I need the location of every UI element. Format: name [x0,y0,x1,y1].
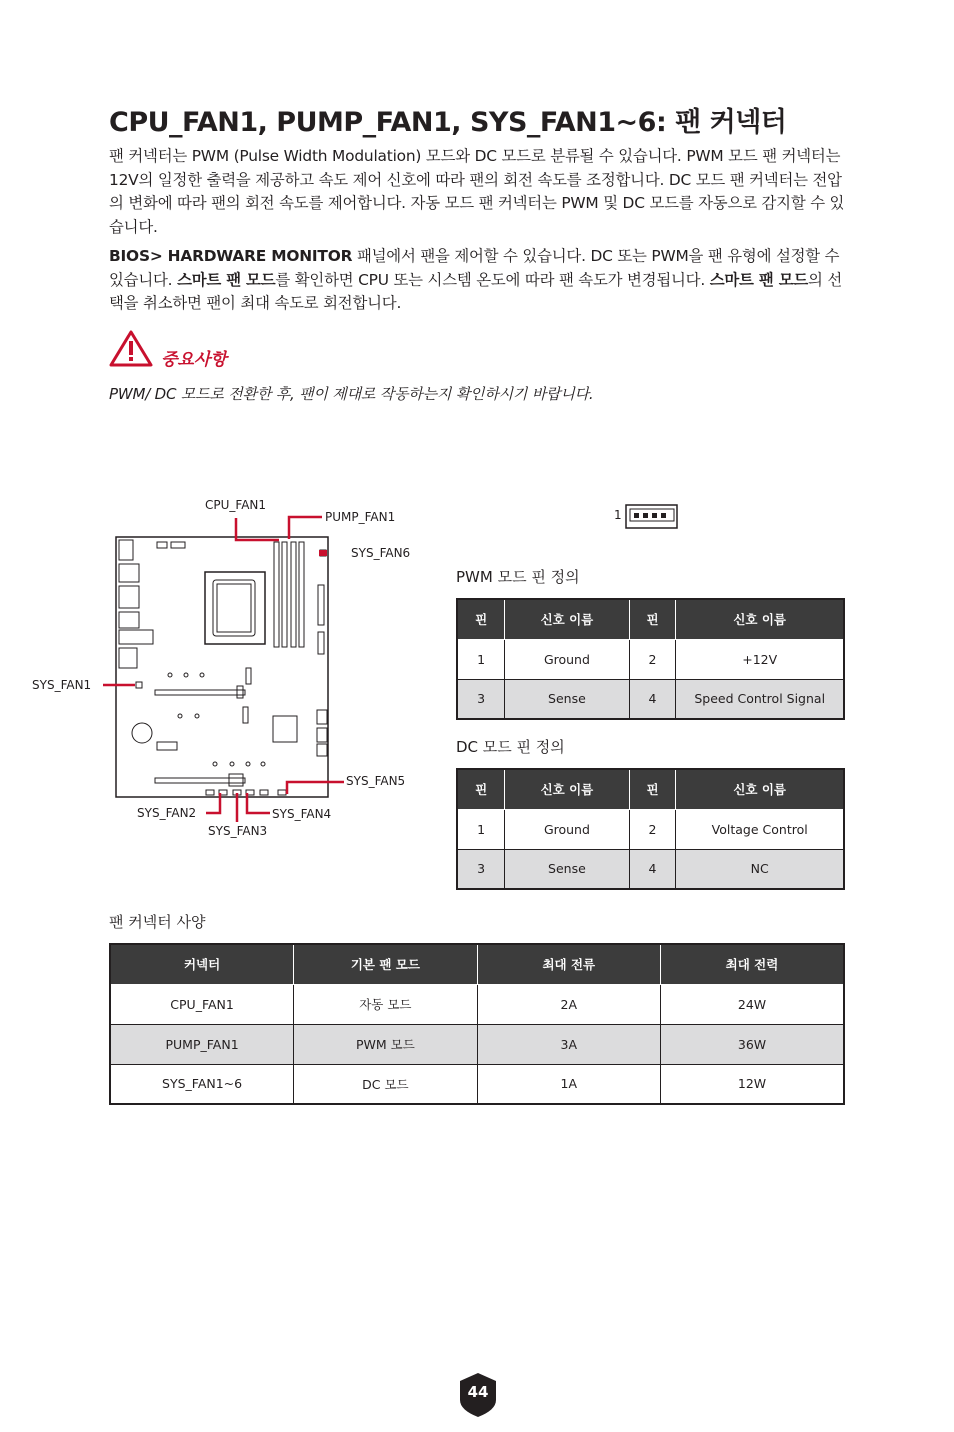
table-row [457,809,844,849]
table-cell: Speed Control Signal [676,679,844,719]
smart-fan-mode-2: 스마트 팬 모드 [709,270,809,289]
table-cell: PWM 모드 [294,1024,477,1064]
spec-table-caption: 팬 커넥터 사양 [109,913,206,931]
table-cell: 1A [477,1064,660,1104]
important-label: 중요사항 [161,350,227,370]
table-row [110,1064,844,1104]
bios-text-2: 를 확인하면 CPU 또는 시스템 온도에 따라 팬 속도가 변경됩니다. [275,270,710,289]
pwm-header-signal-2: 신호 이름 [676,599,844,639]
bios-paragraph [109,245,854,316]
important-text: PWM/ DC 모드로 전환한 후, 팬이 제대로 작동하는지 확인하시기 바랍니다. [109,385,594,403]
label-sys-fan5: SYS_FAN5 [346,774,406,788]
label-cpu-fan1: CPU_FAN1 [205,498,267,512]
table-cell: 4 [629,679,676,719]
table-cell: Ground [505,809,629,849]
intro-paragraph: 팬 커넥터는 PWM (Pulse Width Modulation) 모드와 DC 모드로 분류될 수 있습니다. PWM 모드 팬 커넥터는 12V의 일정한 출력을 제공하고 속도 제어 신호에 따라 팬의 회전 속도를 조정합니다. DC 모드 팬 커넥터는 전압의 변화에 따라 팬의 회전 속도를 제어합니다. 자동 모드 팬 커넥터는 PWM 및 DC 모드를 자동으로 감지할 수 있습니다. [109,147,845,236]
label-sys-fan4: SYS_FAN4 [272,807,332,821]
spec-header-power: 최대 전력 [661,944,844,984]
pwm-header-pin-1: 핀 [457,599,505,639]
table-cell: 1 [457,639,505,679]
label-sys-fan6: SYS_FAN6 [351,546,411,560]
fan-connector-pin-icon [612,503,682,531]
table-cell: 24W [661,984,844,1024]
label-sys-fan1: SYS_FAN1 [32,678,92,692]
table-cell: Sense [505,679,629,719]
spec-header-current: 최대 전류 [477,944,660,984]
table-cell: Sense [505,849,629,889]
table-cell: 2 [629,809,676,849]
table-cell: +12V [676,639,844,679]
page-title: CPU_FAN1, PUMP_FAN1, SYS_FAN1~6: 팬 커넥터 [109,107,787,138]
dc-header-pin-1: 핀 [457,769,505,809]
pwm-pin-table [456,598,845,720]
dc-table-caption: DC 모드 핀 정의 [456,738,565,756]
table-cell: Ground [505,639,629,679]
table-cell: DC 모드 [294,1064,477,1104]
label-pump-fan1: PUMP_FAN1 [325,510,396,524]
dc-header-signal-2: 신호 이름 [676,769,844,809]
table-cell: 4 [629,849,676,889]
table-cell: 2A [477,984,660,1024]
dc-pin-table [456,768,845,890]
table-cell: 3A [477,1024,660,1064]
table-cell: 3 [457,679,505,719]
table-cell: PUMP_FAN1 [110,1024,294,1064]
table-cell: 1 [457,809,505,849]
page-number: 44 [467,1383,489,1401]
bios-text-3: 의 선택을 취소하면 팬이 최대 속도로 회전합니다. [109,270,843,312]
dc-header-pin-2: 핀 [629,769,676,809]
table-cell: 3 [457,849,505,889]
table-cell: NC [676,849,844,889]
table-cell: 2 [629,639,676,679]
fan-spec-table [109,943,845,1105]
spec-header-mode: 기본 팬 모드 [294,944,477,984]
table-cell: 12W [661,1064,844,1104]
bios-text-1: 패널에서 팬을 제어할 수 있습니다. DC 또는 PWM을 팬 유형에 설정할 수 있습니다. [109,247,840,289]
label-sys-fan2: SYS_FAN2 [137,806,197,820]
pin-one-label: 1 [614,508,622,522]
pwm-header-pin-2: 핀 [629,599,676,639]
table-cell: 자동 모드 [294,984,477,1024]
pwm-header-signal-1: 신호 이름 [505,599,629,639]
warning-triangle-icon [109,330,153,368]
table-row [110,984,844,1024]
table-cell: SYS_FAN1~6 [110,1064,294,1104]
label-sys-fan3: SYS_FAN3 [208,824,268,838]
table-row [457,849,844,889]
pwm-table-caption: PWM 모드 핀 정의 [456,568,580,586]
dc-header-signal-1: 신호 이름 [505,769,629,809]
smart-fan-mode-1: 스마트 팬 모드 [177,270,276,289]
table-cell: 36W [661,1024,844,1064]
spec-header-connector: 커넥터 [110,944,294,984]
table-row [457,639,844,679]
table-row [110,1024,844,1064]
table-cell: Voltage Control [676,809,844,849]
table-row [457,679,844,719]
bios-path: BIOS> HARDWARE MONITOR [109,247,353,265]
table-cell: CPU_FAN1 [110,984,294,1024]
motherboard-diagram [0,480,450,860]
